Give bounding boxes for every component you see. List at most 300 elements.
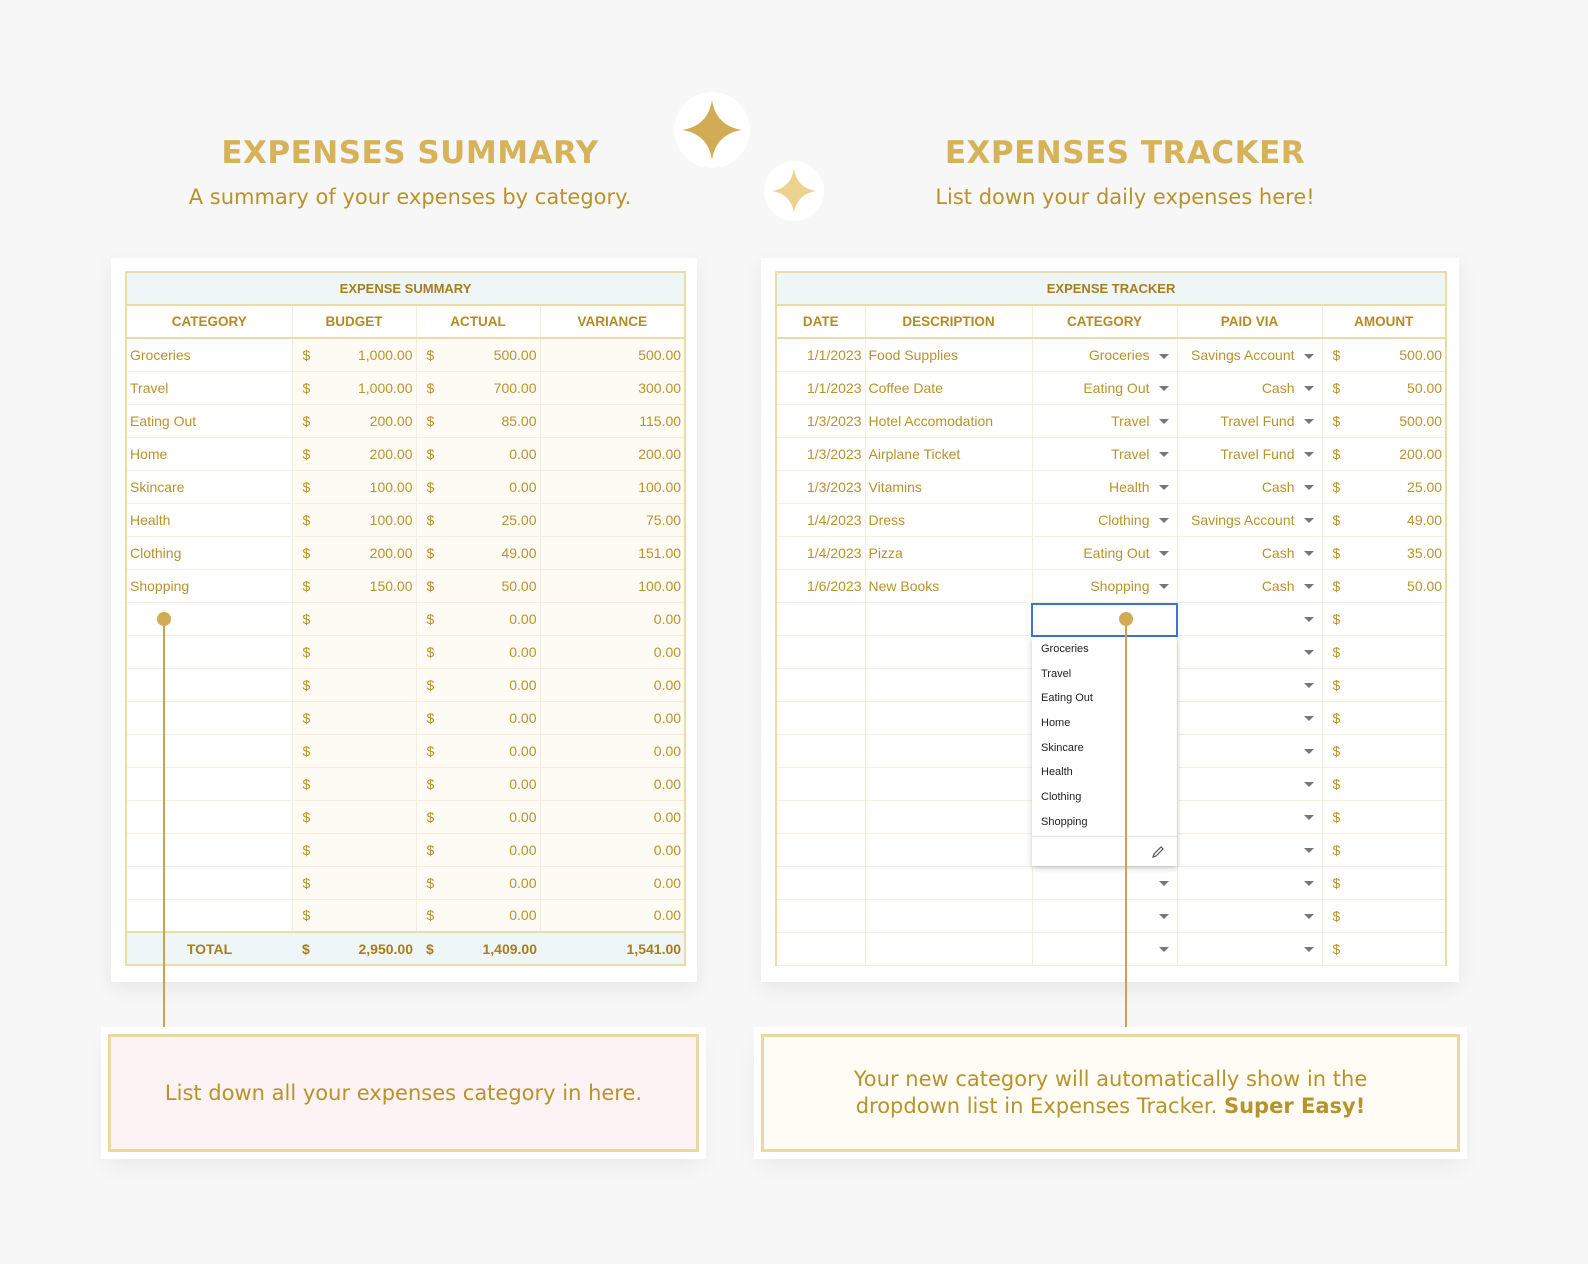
summary-row [126,536,685,569]
active-category-cell[interactable] [1031,603,1178,637]
dropdown-option[interactable]: Home [1041,717,1071,730]
edit-options-button[interactable] [1032,836,1177,866]
amount-cell[interactable] [1356,767,1446,800]
currency-symbol: $ [416,404,456,437]
summary-row [126,734,685,767]
summary-row [126,899,685,932]
dropdown-option[interactable]: Travel [1041,667,1072,680]
currency-symbol: $ [416,899,456,932]
variance-cell[interactable]: 0.00 [540,635,685,668]
tracker-note [761,1034,1460,1152]
variance-cell[interactable]: 500.00 [540,338,685,371]
currency-symbol: $ [292,470,332,503]
chevron-down-icon[interactable] [1159,518,1169,523]
currency-symbol: $ [1322,602,1356,635]
dropdown-option[interactable]: Health [1041,766,1073,779]
chevron-down-icon[interactable] [1304,650,1314,655]
actual-cell[interactable]: 0.00 [456,767,540,800]
column-header-paid-via[interactable]: PAID VIA [1177,305,1322,338]
tracker-heading-subtitle: List down your daily expenses here! [935,185,1315,209]
category-dropdown-cell[interactable] [1032,899,1177,932]
amount-cell[interactable] [1356,635,1446,668]
chevron-down-icon[interactable] [1304,419,1314,424]
currency-symbol: $ [292,701,332,734]
actual-cell[interactable]: 49.00 [456,536,540,569]
summary-leader-line [163,619,165,1027]
amount-cell[interactable] [1356,602,1446,635]
currency-symbol: $ [1322,338,1356,371]
description-cell[interactable]: New Books [865,569,1032,602]
paid-via-value: Savings Account [1190,346,1295,363]
actual-cell[interactable]: 0.00 [456,899,540,932]
tracker-note-line2-text: dropdown list in Expenses Tracker. [855,1094,1218,1118]
chevron-down-icon[interactable] [1159,419,1169,424]
description-cell[interactable]: Pizza [865,536,1032,569]
tracker-row [776,899,1446,932]
date-cell[interactable] [776,635,865,668]
summary-row [126,833,685,866]
chevron-down-icon[interactable] [1159,914,1169,919]
actual-cell[interactable]: 0.00 [456,437,540,470]
actual-cell[interactable]: 0.00 [456,866,540,899]
category-cell[interactable] [126,701,292,734]
summary-note [108,1034,699,1152]
currency-symbol: $ [416,437,456,470]
currency-symbol: $ [416,569,456,602]
chevron-down-icon[interactable] [1159,485,1169,490]
actual-cell[interactable]: 500.00 [456,338,540,371]
currency-symbol: $ [416,371,456,404]
summary-row [126,635,685,668]
description-cell[interactable]: Coffee Date [865,371,1032,404]
description-cell[interactable] [865,602,1032,635]
currency-symbol: $ [416,734,456,767]
category-cell[interactable]: Health [126,503,292,536]
category-cell[interactable]: Groceries [126,338,292,371]
paid-via-dropdown-cell[interactable] [1177,338,1322,371]
amount-cell[interactable]: 50.00 [1356,569,1446,602]
paid-via-value: Travel Fund [1220,412,1295,429]
budget-cell[interactable] [332,602,416,635]
paid-via-dropdown-cell[interactable] [1177,701,1322,734]
tracker-row [776,338,1446,371]
description-cell[interactable]: Airplane Ticket [865,437,1032,470]
paid-via-dropdown-cell[interactable] [1177,503,1322,536]
actual-cell[interactable]: 50.00 [456,569,540,602]
variance-cell[interactable]: 100.00 [540,470,685,503]
actual-cell[interactable]: 0.00 [456,635,540,668]
category-dropdown-cell[interactable] [1032,503,1177,536]
category-cell[interactable] [126,899,292,932]
variance-cell[interactable]: 100.00 [540,569,685,602]
currency-symbol: $ [416,866,456,899]
category-dropdown-cell[interactable] [1032,437,1177,470]
summary-row [126,668,685,701]
currency-symbol: $ [292,800,332,833]
tracker-row [776,404,1446,437]
currency-symbol: $ [416,536,456,569]
total-budget[interactable]: 2,950.00 [332,932,416,965]
chevron-down-icon[interactable] [1304,815,1314,820]
currency-symbol: $ [1322,833,1356,866]
currency-symbol: $ [1322,437,1356,470]
category-dropdown-cell[interactable] [1032,932,1177,965]
chevron-down-icon[interactable] [1304,452,1314,457]
currency-symbol: $ [292,503,332,536]
category-cell[interactable] [126,602,292,635]
currency-symbol: $ [1322,800,1356,833]
date-cell[interactable] [776,866,865,899]
currency-symbol: $ [1322,668,1356,701]
category-dropdown-cell[interactable] [1032,371,1177,404]
amount-cell[interactable] [1356,734,1446,767]
description-cell[interactable] [865,800,1032,833]
currency-symbol: $ [416,701,456,734]
category-cell[interactable] [126,734,292,767]
chevron-down-icon[interactable] [1304,683,1314,688]
currency-symbol: $ [292,767,332,800]
description-cell[interactable] [865,668,1032,701]
actual-cell[interactable]: 0.00 [456,470,540,503]
paid-via-dropdown-cell[interactable] [1177,404,1322,437]
variance-cell[interactable]: 0.00 [540,668,685,701]
variance-cell[interactable]: 151.00 [540,536,685,569]
tracker-heading-title: EXPENSES TRACKER [944,135,1306,171]
paid-via-value: Cash [1261,478,1295,495]
chevron-down-icon[interactable] [1159,551,1169,556]
category-cell[interactable]: Clothing [126,536,292,569]
currency-symbol: $ [292,734,332,767]
chevron-down-icon[interactable] [1304,881,1314,886]
chevron-down-icon[interactable] [1304,947,1314,952]
budget-cell[interactable] [332,734,416,767]
category-dropdown-cell[interactable] [1032,569,1177,602]
summary-row [126,569,685,602]
summary-row [126,602,685,635]
variance-cell[interactable]: 115.00 [540,404,685,437]
budget-cell[interactable] [332,833,416,866]
paid-via-value: Cash [1261,379,1295,396]
column-header-category[interactable]: CATEGORY [126,305,292,338]
currency-symbol: $ [1322,932,1356,965]
currency-symbol: $ [292,668,332,701]
amount-cell[interactable] [1356,932,1446,965]
category-dropdown-cell[interactable] [1032,536,1177,569]
summary-note-text: List down all your expenses category in here. [164,1080,643,1105]
description-cell[interactable] [865,833,1032,866]
description-cell[interactable] [865,734,1032,767]
chevron-down-icon[interactable] [1159,386,1169,391]
variance-cell[interactable]: 0.00 [540,734,685,767]
description-cell[interactable]: Dress [865,503,1032,536]
column-header-actual[interactable]: ACTUAL [416,305,540,338]
category-value: Travel [1111,412,1150,429]
actual-cell[interactable]: 0.00 [456,701,540,734]
amount-cell[interactable]: 49.00 [1356,503,1446,536]
chevron-down-icon[interactable] [1304,914,1314,919]
amount-cell[interactable] [1356,899,1446,932]
budget-cell[interactable]: 100.00 [332,503,416,536]
date-cell[interactable] [776,899,865,932]
paid-via-dropdown-cell[interactable] [1177,536,1322,569]
amount-cell[interactable] [1356,668,1446,701]
category-value: Travel [1111,445,1150,462]
date-cell[interactable] [776,734,865,767]
category-cell[interactable]: Skincare [126,470,292,503]
date-cell[interactable] [776,668,865,701]
amount-cell[interactable]: 35.00 [1356,536,1446,569]
amount-cell[interactable] [1356,701,1446,734]
summary-heading [110,135,710,209]
budget-cell[interactable]: 200.00 [332,437,416,470]
column-header-budget[interactable]: BUDGET [292,305,416,338]
chevron-down-icon[interactable] [1304,485,1314,490]
tracker-note-line2 [856,1093,1366,1120]
date-cell[interactable]: 1/3/2023 [776,404,865,437]
tracker-note-line1: Your new category will automatically show in the [853,1067,1368,1091]
chevron-down-icon[interactable] [1304,716,1314,721]
variance-cell[interactable]: 75.00 [540,503,685,536]
currency-symbol: $ [292,899,332,932]
column-header-category[interactable]: CATEGORY [1032,305,1177,338]
category-dropdown-cell[interactable] [1032,470,1177,503]
amount-cell[interactable] [1356,866,1446,899]
budget-cell[interactable]: 200.00 [332,404,416,437]
chevron-down-icon[interactable] [1159,452,1169,457]
tracker-row [776,536,1446,569]
dropdown-option[interactable]: Eating Out [1041,692,1093,705]
paid-via-dropdown-cell[interactable] [1177,437,1322,470]
dropdown-option[interactable]: Clothing [1041,791,1082,804]
category-cell[interactable]: Shopping [126,569,292,602]
date-cell[interactable]: 1/4/2023 [776,503,865,536]
category-value: Eating Out [1083,544,1150,561]
chevron-down-icon[interactable] [1304,782,1314,787]
amount-cell[interactable] [1356,833,1446,866]
description-cell[interactable] [865,932,1032,965]
variance-cell[interactable]: 0.00 [540,866,685,899]
chevron-down-icon[interactable] [1304,848,1314,853]
chevron-down-icon[interactable] [1304,354,1314,359]
variance-cell[interactable]: 0.00 [540,602,685,635]
column-header-description[interactable]: DESCRIPTION [865,305,1032,338]
chevron-down-icon[interactable] [1304,584,1314,589]
column-header-amount[interactable]: AMOUNT [1322,305,1446,338]
currency-symbol: $ [292,833,332,866]
chevron-down-icon[interactable] [1304,551,1314,556]
amount-cell[interactable]: 500.00 [1356,404,1446,437]
paid-via-dropdown-cell[interactable] [1177,833,1322,866]
budget-cell[interactable] [332,668,416,701]
total-actual[interactable]: 1,409.00 [456,932,540,965]
paid-via-value: Savings Account [1190,511,1295,528]
variance-cell[interactable]: 0.00 [540,800,685,833]
description-cell[interactable]: Hotel Accomodation [865,404,1032,437]
category-value: Eating Out [1083,379,1150,396]
description-cell[interactable] [865,767,1032,800]
tracker-leader-line [1125,619,1127,1027]
category-value: Shopping [1090,577,1150,594]
amount-cell[interactable]: 25.00 [1356,470,1446,503]
budget-cell[interactable] [332,899,416,932]
sparkle-small-icon [758,155,830,227]
currency-symbol: $ [1322,569,1356,602]
category-value: Health [1109,478,1150,495]
tracker-row [776,371,1446,404]
budget-cell[interactable]: 200.00 [332,536,416,569]
amount-cell[interactable] [1356,800,1446,833]
chevron-down-icon[interactable] [1304,749,1314,754]
paid-via-dropdown-cell[interactable] [1177,800,1322,833]
category-dropdown-menu [1032,637,1177,866]
description-cell[interactable] [865,899,1032,932]
date-cell[interactable] [776,701,865,734]
sparkle-large-icon [668,86,756,174]
currency-symbol: $ [292,371,332,404]
total-variance[interactable]: 1,541.00 [540,932,685,965]
date-cell[interactable]: 1/1/2023 [776,338,865,371]
budget-cell[interactable]: 100.00 [332,470,416,503]
actual-cell[interactable]: 0.00 [456,668,540,701]
tracker-row [776,503,1446,536]
actual-cell[interactable]: 25.00 [456,503,540,536]
actual-cell[interactable]: 85.00 [456,404,540,437]
date-cell[interactable]: 1/6/2023 [776,569,865,602]
pencil-icon [1151,845,1165,859]
expense-summary-table [125,271,686,966]
category-cell[interactable] [126,668,292,701]
tracker-leader-dot [1119,612,1133,626]
budget-cell[interactable]: 1,000.00 [332,371,416,404]
description-cell[interactable] [865,635,1032,668]
variance-cell[interactable]: 0.00 [540,899,685,932]
chevron-down-icon[interactable] [1159,354,1169,359]
paid-via-dropdown-cell[interactable] [1177,470,1322,503]
description-cell[interactable]: Vitamins [865,470,1032,503]
tracker-row [776,569,1446,602]
amount-cell[interactable]: 200.00 [1356,437,1446,470]
budget-cell[interactable] [332,701,416,734]
summary-row [126,338,685,371]
actual-cell[interactable]: 0.00 [456,833,540,866]
dropdown-option[interactable]: Shopping [1041,815,1088,828]
budget-cell[interactable] [332,767,416,800]
date-cell[interactable] [776,602,865,635]
category-cell[interactable] [126,635,292,668]
column-header-variance[interactable]: VARIANCE [540,305,685,338]
actual-cell[interactable]: 0.00 [456,800,540,833]
category-cell[interactable]: Eating Out [126,404,292,437]
category-dropdown-cell[interactable] [1032,404,1177,437]
category-cell[interactable]: Travel [126,371,292,404]
summary-table-title: EXPENSE SUMMARY [126,272,685,305]
paid-via-dropdown-cell[interactable] [1177,602,1322,635]
paid-via-dropdown-cell[interactable] [1177,866,1322,899]
description-cell[interactable]: Food Supplies [865,338,1032,371]
currency-symbol: $ [416,602,456,635]
date-cell[interactable] [776,833,865,866]
summary-heading-subtitle: A summary of your expenses by category. [188,185,632,209]
summary-heading-title: EXPENSES SUMMARY [221,135,599,171]
paid-via-dropdown-cell[interactable] [1177,734,1322,767]
category-dropdown-cell[interactable] [1032,866,1177,899]
variance-cell[interactable]: 300.00 [540,371,685,404]
actual-cell[interactable]: 0.00 [456,734,540,767]
chevron-down-icon[interactable] [1159,881,1169,886]
summary-row [126,767,685,800]
budget-cell[interactable]: 150.00 [332,569,416,602]
paid-via-dropdown-cell[interactable] [1177,767,1322,800]
amount-cell[interactable]: 50.00 [1356,371,1446,404]
chevron-down-icon[interactable] [1159,584,1169,589]
date-cell[interactable]: 1/3/2023 [776,470,865,503]
category-cell[interactable] [126,833,292,866]
dropdown-option[interactable]: Groceries [1041,643,1089,655]
category-cell[interactable] [126,767,292,800]
paid-via-dropdown-cell[interactable] [1177,668,1322,701]
description-cell[interactable] [865,866,1032,899]
tracker-row [776,437,1446,470]
paid-via-dropdown-cell[interactable] [1177,371,1322,404]
paid-via-dropdown-cell[interactable] [1177,932,1322,965]
description-cell[interactable] [865,701,1032,734]
actual-cell[interactable]: 700.00 [456,371,540,404]
currency-symbol: $ [292,437,332,470]
currency-symbol: $ [1322,701,1356,734]
budget-cell[interactable]: 1,000.00 [332,338,416,371]
dropdown-option[interactable]: Skincare [1041,741,1084,754]
column-header-date[interactable]: DATE [776,305,865,338]
tracker-row [776,866,1446,899]
category-cell[interactable]: Home [126,437,292,470]
variance-cell[interactable]: 0.00 [540,701,685,734]
summary-leader-dot [157,612,171,626]
date-cell[interactable] [776,767,865,800]
variance-cell[interactable]: 200.00 [540,437,685,470]
paid-via-dropdown-cell[interactable] [1177,635,1322,668]
paid-via-dropdown-cell[interactable] [1177,899,1322,932]
category-cell[interactable] [126,866,292,899]
currency-symbol: $ [292,635,332,668]
category-cell[interactable] [126,800,292,833]
date-cell[interactable]: 1/3/2023 [776,437,865,470]
summary-row [126,371,685,404]
paid-via-dropdown-cell[interactable] [1177,569,1322,602]
date-cell[interactable]: 1/4/2023 [776,536,865,569]
currency-symbol: $ [292,536,332,569]
category-dropdown-cell[interactable] [1032,338,1177,371]
date-cell[interactable]: 1/1/2023 [776,371,865,404]
date-cell[interactable] [776,932,865,965]
amount-cell[interactable]: 500.00 [1356,338,1446,371]
variance-cell[interactable]: 0.00 [540,833,685,866]
tracker-note-emphasis: Super Easy! [1223,1094,1366,1118]
actual-cell[interactable]: 0.00 [456,602,540,635]
currency-symbol: $ [292,404,332,437]
chevron-down-icon[interactable] [1304,518,1314,523]
budget-cell[interactable] [332,800,416,833]
currency-symbol: $ [1322,734,1356,767]
budget-cell[interactable] [332,635,416,668]
chevron-down-icon[interactable] [1304,386,1314,391]
currency-symbol: $ [1322,371,1356,404]
budget-cell[interactable] [332,866,416,899]
chevron-down-icon[interactable] [1159,947,1169,952]
chevron-down-icon[interactable] [1304,617,1314,622]
date-cell[interactable] [776,800,865,833]
variance-cell[interactable]: 0.00 [540,767,685,800]
currency-symbol: $ [292,602,332,635]
